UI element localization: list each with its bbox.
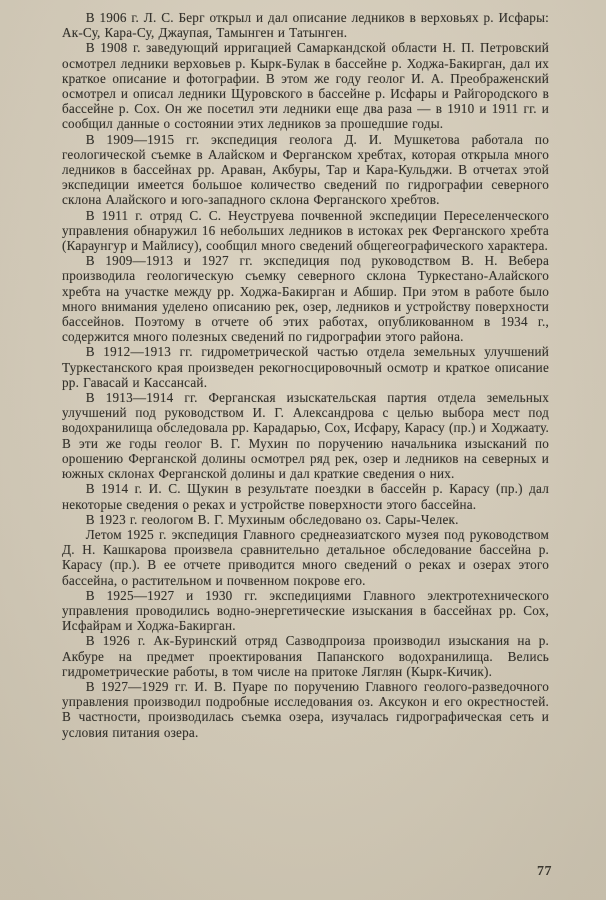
paragraph: В 1923 г. геологом В. Г. Мухиным обследовано оз. Сары-Челек. [85,511,459,527]
paragraph: В 1906 г. Л. С. Берг открыл и дал описание ледников в верховьях р. Исфары: Ак-Су, Кара-Су, Джаупая, Тамынген и Татынген. [62,10,549,41]
paragraph: В 1911 г. отряд С. С. Неуструева почвенной экспедиции Переселенческого управления обнаружил 16 небольших ледников в истоках рек Ферганского хребта (Караунгур и Майлису), сообщил много сведений общегеографического характера. [62,207,549,254]
paragraph: В 1927—1929 гг. И. В. Пуаре по поручению Главного геолого-разведочного управления производил подробные исследования оз. Аксукон и его окрестностей. В частности, производилась съемка озера, изучалась гидрографическая сеть и условия питания озера. [62,678,549,740]
paragraph: В 1914 г. И. С. Щукин в результате поездки в бассейн р. Карасу (пр.) дал некоторые сведения о реках и устройстве поверхности этого бассейна. [62,481,549,512]
paragraph: В 1908 г. заведующий ирригацией Самаркандской области Н. П. Петровский осмотрел ледники верховьев р. Кырк-Булак в бассейне р. Ходжа-Бакирган, дал их краткое описание и фотографии. В этом же году геолог И. А. Преображенский осмотрел и описал ледники Щуровского в бассейне р. Исфары и Райгородского в бассейне р. Сох. Он же посетил эти ледники еще два раза — в 1910 и 1911 гг. и сообщил данные о состоянии этих ледников за прошедшие годы. [62,40,549,132]
paragraph: В 1913—1914 гг. Ферганская изыскательская партия отдела земельных улучшений под руководством И. Г. Александрова с целью выбора мест под водохранилища обследовала рр. Карадарью, Сох, Исфару, Карасу (пр.) и Ходжаату. В эти же годы геолог В. Г. Мухин по поручению начальника изысканий по орошению Ферганской долины осмотрел ряд рек, озер и ледников на северных и южных склонах Ферганской долины и дал краткие сведения о них. [62,390,549,482]
body-text [62,10,549,740]
paragraph: В 1926 г. Ак-Буринский отряд Сазводпроиза производил изыскания на р. Акбуре на предмет проектирования Папанского водохранилища. Велись гидрометрические работы, в том числе на притоке Ляглян (Кырк-Кичик). [62,633,549,679]
paragraph: В 1925—1927 и 1930 гг. экспедициями Главного электротехнического управления проводились водно-энергетические изыскания в бассейнах рр. Сох, Исфайрам и Ходжа-Бакирган. [62,587,549,634]
paragraph: Летом 1925 г. экспедиция Главного среднеазиатского музея под руководством Д. Н. Кашкарова произвела сравнительно детальное обследование бассейна р. Карасу (пр.). В ее отчете приводится много сведений о реках и озерах этого бассейна, о растительном и почвенном покрове его. [62,526,549,588]
page-number: 77 [537,864,552,879]
paragraph: В 1909—1913 и 1927 гг. экспедиция под руководством В. Н. Вебера производила геологическую съемку северного склона Туркестано-Алайского хребта на участке между рр. Ходжа-Бакирган и Абшир. При этом в работе было много внимания уделено описанию рек, озер, ледников и устройству поверхности бассейнов. Поэтому в отчете об этих работах, опубликованном в 1934 г., содержится много полезных сведений по гидрографии этого района. [62,253,549,345]
paragraph: В 1912—1913 гг. гидрометрической частью отдела земельных улучшений Туркестанского края произведен рекогносцировочный осмотр и краткое описание рр. Гавасай и Кассансай. [62,344,549,390]
paragraph: В 1909—1915 гг. экспедиция геолога Д. И. Мушкетова работала по геологической съемке в Алайском и Ферганском хребтах, которая открыла много ледников в бассейнах рр. Араван, Акбуры, Тар и Кара-Кульджи. В отчетах этой экспедиции имеется большое количество сведений по гидрографии северного склона Алайского и юго-западного склона Ферганского хребтов. [62,131,549,208]
